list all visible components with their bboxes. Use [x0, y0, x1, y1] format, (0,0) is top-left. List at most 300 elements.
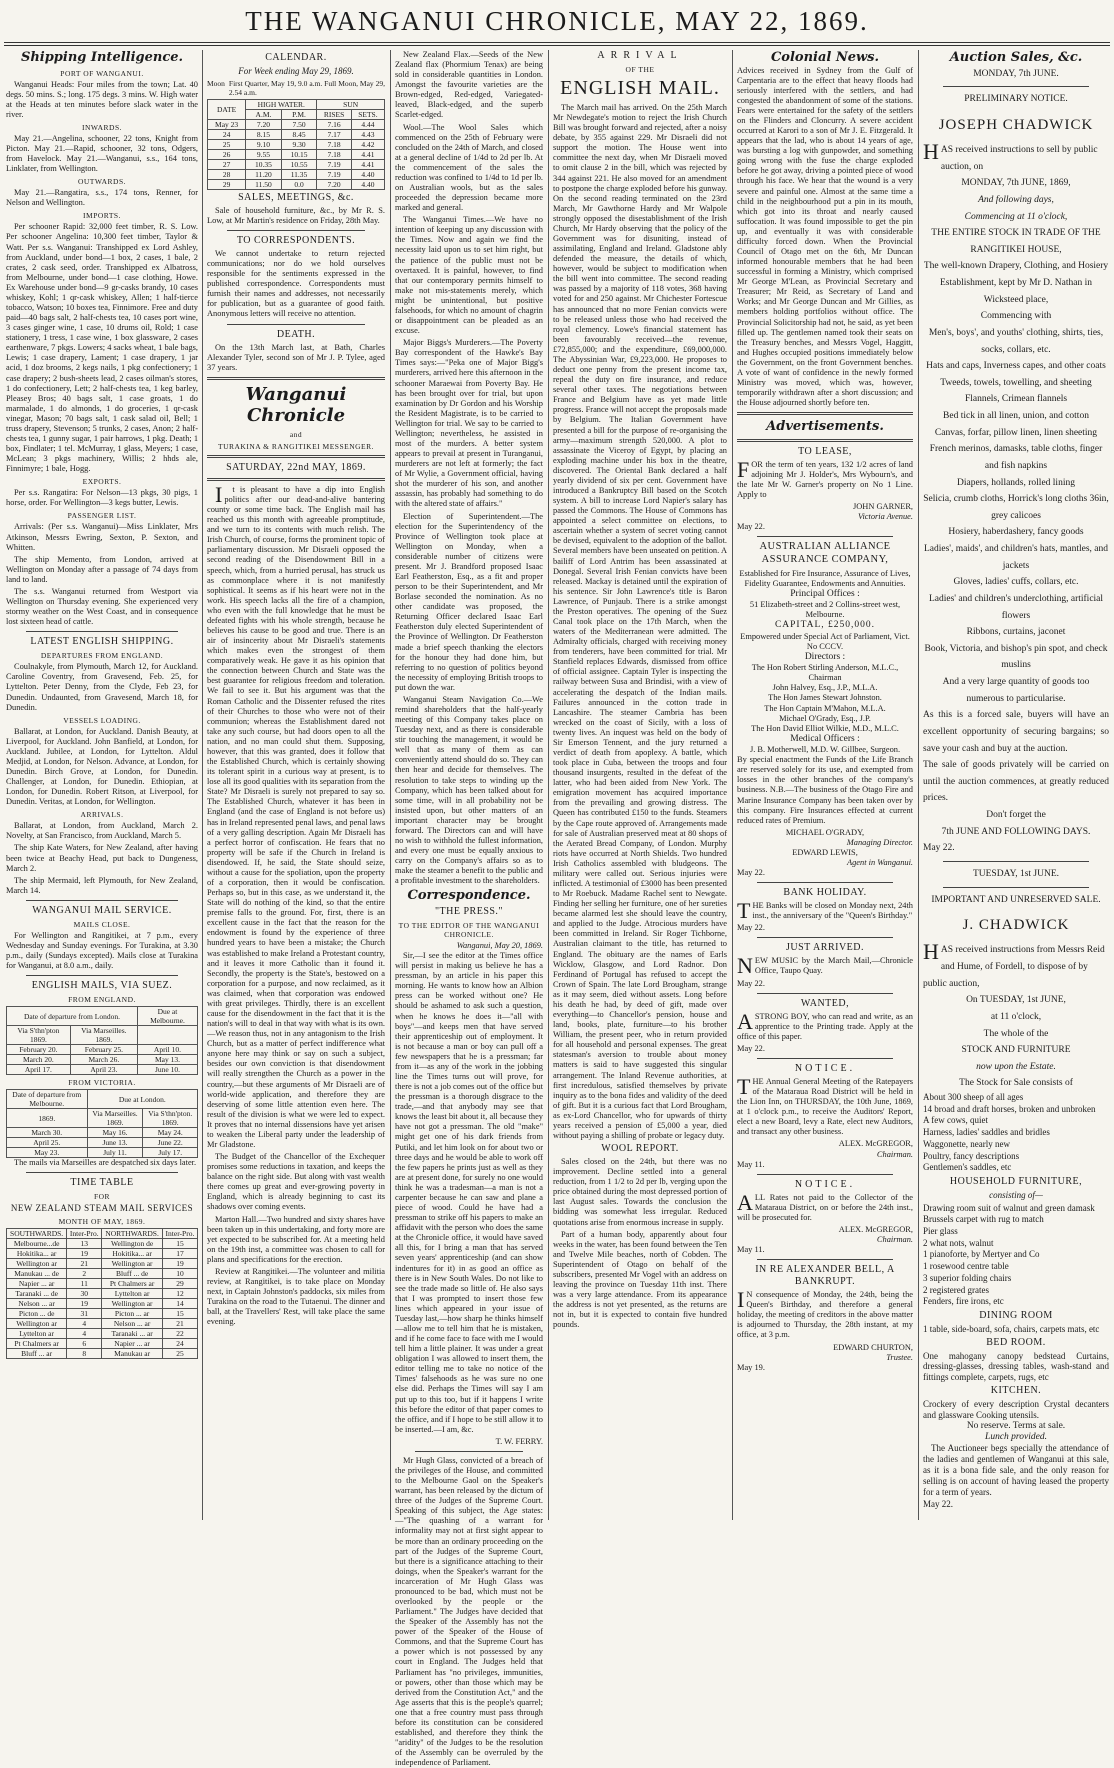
- stock-list: [923, 1092, 1109, 1174]
- heading: TO CORRESPONDENTS.: [236, 234, 356, 246]
- table-header: [137, 1026, 197, 1045]
- ad-heading: WANTED,: [800, 997, 850, 1009]
- heading: DINING ROOM: [979, 1309, 1053, 1321]
- director-name: Michael O'Grady, Esq., J.P.: [779, 713, 871, 723]
- table-row: [208, 139, 385, 149]
- paragraph: May 21.—Rangatira, s.s., 174 tons, Renner, for Nelson and Wellington.: [6, 188, 198, 208]
- paragraph: The ship Mermaid, left Plymouth, for New Zealand, March 14.: [6, 875, 198, 895]
- table-row: [7, 1239, 198, 1249]
- table-cell: 7.17: [317, 129, 352, 139]
- masthead: THE WANGANUI CHRONICLE, MAY 22, 1869.: [245, 6, 869, 36]
- ad-body: THE Annual General Meeting of the Ratepayers of the Mataraua Road District will be held in the Lion Inn, on THURSDAY, the 10th June, 1869, at 1 o'clock p.m., to receive the Auditors' Report, elect a new Board, levy a Rate, elect new Auditors, and transact any other business.: [737, 1073, 913, 1137]
- suez-table: [6, 1006, 198, 1075]
- table-cell: July 17.: [143, 1148, 198, 1158]
- table-row: [7, 1289, 198, 1299]
- table-cell: 2: [67, 1269, 102, 1279]
- list-item: 1 rosewood centre table: [923, 1261, 1009, 1272]
- list-item: The well-known Drapery, Clothing, and Hosiery Establishment, kept by Mr D. Nathan in Wicksteed place,: [923, 261, 1109, 305]
- list-item: Brussels carpet with rug to match: [923, 1214, 1044, 1225]
- table-header: 1869.: [7, 1109, 88, 1128]
- subheading: FROM ENGLAND.: [68, 995, 136, 1005]
- ad-body: As this is a forced sale, buyers will have an excellent opportunity of securing bargains; so save your cash and buy at the auction.: [923, 710, 1109, 754]
- table-cell: 9.55: [246, 149, 282, 159]
- table-cell: 30: [67, 1289, 102, 1299]
- divider: [737, 412, 913, 415]
- table-header: Via S'thn'pton 1869.: [7, 1026, 71, 1045]
- list-item: 14 broad and draft horses, broken and unbroken: [923, 1103, 1096, 1114]
- table-cell: 4.40: [351, 169, 384, 179]
- table-header: RISES: [317, 109, 352, 119]
- divider: [26, 900, 178, 901]
- ad-signature: Victoria Avenue.: [857, 512, 913, 522]
- divider: [757, 937, 893, 938]
- subheading: INWARDS.: [81, 122, 123, 132]
- table-cell: 4.42: [351, 139, 384, 149]
- moon-phases: First Quarter, May 19, 9.0 a.m. Full Moon, May 29, 2.54 a.m.: [228, 78, 385, 97]
- divider: [943, 86, 1089, 87]
- table-header: Due at London.: [87, 1090, 197, 1109]
- table-cell: 15: [162, 1309, 197, 1319]
- paragraph: Marton Hall.—Two hundred and sixty shares have been taken up in this undertaking, and forty more are yet expected to be subscribed for. At a meeting held on the 19th inst, a committee was chosen to call for plans and specifications for the erection.: [207, 1214, 385, 1264]
- auction-text: The Stock for Sale consists of: [959, 1078, 1073, 1089]
- ad-body: HAS received instructions from Messrs Reid and Hume, of Fordell, to dispose of by public auction,: [923, 939, 1105, 989]
- ad-heading: JUST ARRIVED.: [786, 942, 864, 954]
- furniture-list: [923, 1203, 1109, 1308]
- divider: [757, 1058, 893, 1059]
- ad-text: 51 Elizabeth-street and 2 Collins-street west, Melbourne.: [749, 600, 901, 620]
- ad-signature: MICHAEL O'GRADY,: [785, 827, 865, 837]
- table-cell: Bluff ... de: [102, 1269, 163, 1279]
- table-cell: 4: [67, 1329, 102, 1339]
- table-header: DATE: [208, 99, 246, 119]
- table-cell: 28: [208, 169, 246, 179]
- table-cell: May 23.: [7, 1148, 88, 1158]
- section-title: Auction Sales, &c.: [949, 50, 1083, 65]
- table-cell: April 10.: [137, 1045, 197, 1055]
- list-item: Book, Victoria, and bishop's pin spot, and check muslins: [924, 643, 1108, 671]
- paragraph: Wanganui Steam Navigation Co.—We remind shareholders that the half-yearly meeting of this Company takes place on Tuesday next, and as there is considerable stir touching the management, it would be well that as many of them as can conveniently attend should do so. They can then hear and decide for themselves. The resolution to take steps to winding up the Company, which has been talked about for some time, will in all probability not be insisted upon, but other matters of an important character may be brought forward. The Directors can and will have no wish to withhold the fullest information, and every one must be equally anxious to carry on the Company's affairs so as to make the steamer a benefit to the public and a profitable investment to the shareholders.: [395, 694, 543, 886]
- table-cell: May 23: [208, 119, 246, 129]
- table-row: [208, 129, 385, 139]
- subheading: OF THE: [625, 65, 655, 74]
- paragraph: Major Biggs's Murderers.—The Poverty Bay correspondent of the Hawke's Bay Times says:—"Peka one of Major Bigg's murderers, arrived here this afternoon in the schooner Maraewai from Poverty Bay. He has been brought over for trial, but upon examination by Dr Gordon and his Worship the Resident Magistrate, is to be carried to Wellington for trial. We say to be carried to Wellington; nevertheless, he assisted in most of the murders. A better system appears to prevail at present in Turanganui, murderers are not left at formerly; the fact of Mr Wylie, a Government official, having shot the murderer of his son, and another assassin, has probably had something to do with the altered state of affairs.": [395, 338, 543, 509]
- ad-body: THE Banks will be closed on Monday next, 24th inst., the anniversary of the "Queen's Birthday.": [737, 898, 913, 924]
- ad-signature: JOHN GARNER,: [852, 502, 913, 512]
- heading: KITCHEN.: [990, 1385, 1042, 1397]
- heading: ENGLISH MAILS, VIA SUEZ.: [31, 980, 173, 992]
- auction-text: And following days,: [978, 194, 1054, 205]
- directors-list: [737, 663, 913, 734]
- ad-body: FOR the term of ten years, 132 1/2 acres of land adjoining Mr J. Holder's, Mrs Wybourn's, and the late Mr W. Garner's property on No 1 Line. Apply to: [737, 456, 913, 500]
- table-cell: Nelson ... ar: [102, 1319, 163, 1329]
- list-item: Selicia, crumb cloths, Horrick's long cloths 36in, grey calicoes: [923, 494, 1109, 521]
- list-item: Drawing room suit of walnut and green damask: [923, 1202, 1095, 1213]
- table-cell: Pt Chalmers ar: [102, 1279, 163, 1289]
- list-item: Harness, ladies' saddles and bridles: [923, 1127, 1050, 1138]
- divider: [757, 1259, 893, 1260]
- table-cell: 24: [208, 129, 246, 139]
- letter-body: Sir,—I see the editor at the Times office will persist in making us believe he has a pressman, by an article in his paper this morning. He wants to know how an Albion press can be worked without one? He should be ashamed to ask such a question, when he knows he does it—"all with boys"—and keeps men that have served their apprenticeship out of employment. It is not because a man or boy can pull off a few newspapers that he is a pressman; far from it—as any of the work in the jobbing line the Times turns out will prove, for there is not a job comes out of the office but the pressman is a thorough disgrace to the trade,—and that anybody may see that knows the least bit about it, all because they have not got a pressman. The old "make" might get one of his dark friends from Putiki, and let him look on for about two or three days and he would be able to work off the few papers he prints just as well as they are at present done, for surely no one would think he was a tradesman—a man is not a carpenter because he can saw and plane a piece of wood. Could he have had a pressman to strike off his papers to make an affidavit with the person who does the same at the Chronicle office, it would have saved all this, for I bring a man that has served seven years' apprenticeship (and can show indentures for it) in as good an office as there is in New South Wales. Do not like to see the trade made so little of. He also says that I was prompted to insert those few lines which appeared in your issue of Tuesday last,—how sharp he thinks himself—allow me to tell him that he is mistaken, and if he come face to face with me I would tell him a little plainer. It was under a great obligation I was allowed to insert them, the editor telling me to take no notice of the Times' falsehoods as he was sure no one else did. Perhaps the Times will say I am put up to this too, but if it happens I write this before the editor of that paper comes to the office, and if I hope to be still allow it to be inserted.—I am, &c.: [395, 951, 543, 1434]
- table-cell: 12: [162, 1289, 197, 1299]
- table-row: [7, 1309, 198, 1319]
- table-cell: Napier ... ar: [7, 1279, 67, 1289]
- table-cell: 10.55: [281, 159, 317, 169]
- subheading: consisting of—: [989, 1189, 1043, 1200]
- list-item: 3 superior folding chairs: [923, 1272, 1012, 1283]
- table-header: P.M.: [281, 109, 317, 119]
- column-english-mail: [553, 50, 727, 1520]
- table-cell: Manukau ar: [102, 1349, 163, 1359]
- table-row: [7, 1319, 198, 1329]
- heading: LATEST ENGLISH SHIPPING.: [30, 636, 174, 648]
- list-item: 1 pianoforte, by Mertyer and Co: [923, 1249, 1040, 1260]
- subheading: ARRIVALS.: [80, 810, 124, 820]
- column-news: [395, 50, 543, 1768]
- list-item: Commencing with: [980, 311, 1052, 322]
- table-cell: June 22.: [143, 1138, 198, 1148]
- column-rule: [390, 50, 391, 1520]
- table-row: [7, 1045, 198, 1055]
- table-cell: 21: [162, 1319, 197, 1329]
- ad-signature: ALEX. McGREGOR,: [838, 1224, 913, 1234]
- ad-signature: EDWARD LEWIS,: [792, 847, 858, 857]
- table-cell: 11.35: [281, 169, 317, 179]
- heading: SALES, MEETINGS, &c.: [238, 191, 354, 203]
- list-item: A few cows, quiet: [923, 1115, 988, 1126]
- table-cell: Wellington ar: [102, 1299, 163, 1309]
- table-row: [7, 1279, 198, 1289]
- stock-list: [923, 225, 1109, 707]
- paragraph: New Zealand Flax.—Seeds of the New Zealand flax (Phormium Tenax) are being sold in considerable quantities in London. Amongst the favourite varieties are the Brown-edged, Red-edged, Variegated-leaved, Black-edged, and the superb Scarlet-edged.: [395, 50, 543, 120]
- table-cell: Wellington ar: [7, 1319, 67, 1329]
- table-row: [7, 1148, 198, 1158]
- paragraph: Arrivals: (Per s.s. Wanganui)—Miss Linklater, Mrs Atkinson, Messrs Ewring, Sexton, P. Sexton, and Whitten.: [6, 522, 198, 552]
- paragraph: On the 13th March last, at Bath, Charles Alexander Tyler, second son of Mr J. P. Tylee, aged 37 years.: [207, 342, 385, 372]
- ad-signature: Managing Director.: [846, 837, 913, 847]
- table-cell: 6: [67, 1339, 102, 1349]
- list-item: Gentlemen's saddles, etc: [923, 1162, 1012, 1173]
- ad-date: May 22.: [923, 1499, 953, 1510]
- table-cell: 19: [67, 1249, 102, 1259]
- paragraph: Review at Rangitikei.—The volunteer and militia review, at Rangitikei, is to take place on Monday next, in Captain Johnston's paddocks, six miles from Turakina on the road to the Tutaenui. The dinner and ball, at the Travellers' Rest, will take place the same evening.: [207, 1266, 385, 1327]
- table-cell: Taranaki ... ar: [102, 1329, 163, 1339]
- table-cell: 8.15: [246, 129, 282, 139]
- table-cell: 19: [162, 1259, 197, 1269]
- paragraph: The mails via Marseilles are despatched six days later.: [14, 1158, 197, 1168]
- paragraph: Advices received in Sydney from the Gulf of Carpentaria are to the effect that heavy floods had seriously interfered with the settlers, and had congested the abandonment of some of the stations. Fears were entertained for the safety of the settlers on the Flinders and Cloncurry. A severe accident occurred at Karori to a son of Mr J. E. Fitzgerald. It appears that the lad, who is about 14 years of age, was bursting a log with gunpowder, and something going wrong with the fuse the charge exploded before he got away, driving a pointed piece of wood through his face. We hear that the wound is a very severe and painful one. Almost at the same time a child in the neighbourhood put a pin in its mouth, which got into its throat and nearly caused suffocation. It was found impossible to get the pin up, and eventually it was with considerable difficulty forced down. When the Provincial Council of Otago met on the 6th, Mr Duncan informed honourable members that he had been successful in forming a Ministry, which comprised Mr George M'Lean, as Provincial Secretary and Treasurer; Mr Reid, as Secretary of Land and Works; and Mr George Duncan and Mr Gillies, as members holding portfolios without office. The Provincial Solicitorship had not, he said, as yet been filled up. The gentlemen named took their seats on the Treasury benches, and Messrs Vogel, Haggitt, and Hughes occupied positions immediately below the Government, on the front Government benches. A vote of want of confidence in the newly formed Ministry was moved, which was, however, temporarily withdrawn after a short discussion; and the House adjourned shortly before ten.: [737, 65, 913, 408]
- table-header: Date of departure from London.: [7, 1007, 138, 1026]
- table-cell: May 24.: [143, 1128, 198, 1138]
- list-item: Men's, boys', and youths' clothing, shirts, ties, socks, collars, etc.: [928, 327, 1104, 355]
- divider: [227, 230, 365, 231]
- ad-text: Principal Offices :: [790, 588, 860, 599]
- table-cell: 14: [162, 1299, 197, 1309]
- auction-text: The whole of the: [983, 1028, 1049, 1039]
- list-item: Pier glass: [923, 1226, 958, 1237]
- column-colonial-ads: [737, 50, 913, 1520]
- auction-text: STOCK AND FURNITURE: [961, 1045, 1071, 1056]
- table-cell: 24: [162, 1339, 197, 1349]
- table-cell: Napier ... ar: [102, 1339, 163, 1349]
- subheading: For Week ending May 29, 1869.: [238, 66, 354, 76]
- director-name: The Hon David Elliot Wilkie, M.D., M.L.C.: [751, 723, 899, 733]
- table-cell: Lyttelton ar: [7, 1329, 67, 1339]
- table-header: NORTHWARDS.: [102, 1229, 163, 1239]
- table-cell: 25: [208, 139, 246, 149]
- table-cell: June 13.: [87, 1138, 143, 1148]
- calendar-table: [207, 99, 385, 190]
- table-cell: 4.41: [351, 159, 384, 169]
- table-cell: February 20.: [7, 1045, 71, 1055]
- table-cell: 29: [208, 179, 246, 189]
- heading: ARRIVAL: [597, 50, 683, 61]
- table-cell: 4.41: [351, 149, 384, 159]
- table-cell: 7.19: [317, 169, 352, 179]
- table-header: Via S'thn'pton. 1869.: [143, 1109, 198, 1128]
- paper-and: and: [289, 429, 303, 439]
- table-row: [7, 1349, 198, 1359]
- auctioneer-name: J. CHADWICK: [962, 917, 1070, 934]
- table-cell: Picton ... ar: [102, 1309, 163, 1319]
- list-item: Diapers, hollands, rolled lining: [957, 477, 1075, 488]
- leader-article: It is pleasant to have a dip into English politics after our dead-and-alive bantering county or some time back. The English mail has reached us this month with agreeable promptitude, and we turn to its contents with much relish. The Irish Church, of course, forms the prominent topic of parliamentary discussion. Mr Disraeli opposed the second reading of the Disendowment Bill in a speech, which, from a hurried perusal, has struck us as commonplace where it is not manifestly sophistical. It seems as if his heart were not in the work. His speech lacks all the fire of a champion, who even with the full knowledge that he must be defeated fights with his whole strength, because he believes his cause to be good and true. There is an air of insincerity about Mr Disraeli's statements which makes even the strongest of them comparatively weak. He gave it as his opinion that the connection between Church and State was the best guarantee for religious freedom and toleration. We fail to see it. But his argument was that the Roman Catholic and the Dissenter refused the rites of their Churches to those who were not of their communion; whereas the Establishment dared not take any such course, but had doors open to all the nation, and no man could shut them. Supposing, however, that this was granted, does it follow that the Established Church, which is certainly showing its tolerant spirit in a curious way at present, is to lose all its good qualities with its separation from the State? Mr Disraeli is surely not prepared to say so. The Established Church, whatever it has been in England (and the case of England is not before us) has in Ireland represented penal laws, and penal laws of a very galling description. Again Mr Disraeli has a perfect horror of confiscation. He fears that no property will be safe if the Church in Ireland is disendowed. If, he said, the State should seize, without a cause for the spoliation, upon the property of a corporation, then it would be confiscation. Perhaps so, but in this case, as we understand it, the State will do nothing of the kind, so that the entire premise falls to the ground. For, first, there is an excellent cause in the fact that the reason for the endowment is found by the experience of three hundred years to have been a mistake; the Church was established to make Ireland a Protestant country, and it leaves it more Catholic than it found it. Secondly, the property is the State's, bestowed on a corporation for a purpose, and now reclaimed, as it was claimed, when that corporation was endowed with great privileges. Thirdly, there is an excellent cause for the disendowment in the fact that it is the nation's will to deal in that way with what is its own.—We reason thus, not in any antagonism to the Irish Church, but as a matter of perfect indifference what anyone here may think or say on such a subject, besides our own conviction is that disendowment will really strengthen the Church as a power in the country,—but these arguments of Mr Disraeli are of world-wide application, and therefore they are deserving of some little attention even here. The result of the division is what we were led to expect. It proves that no internal dissensions have yet arisen to weaken the Liberal party under the leadership of Mr Gladstone.: [207, 481, 385, 1149]
- issue-date: SATURDAY, 22nd MAY, 1869.: [226, 461, 366, 473]
- table-header: Date of departure from Melbourne.: [7, 1090, 88, 1109]
- table-cell: 7.18: [317, 149, 352, 159]
- table-header: SUN: [317, 99, 385, 109]
- subheading: EXPORTS.: [82, 477, 122, 487]
- divider: [757, 536, 893, 537]
- table-row: [7, 1128, 198, 1138]
- subheading: OUTWARDS.: [77, 177, 127, 187]
- ad-heading: TO LEASE,: [798, 445, 852, 457]
- ad-body: NEW MUSIC by the March Mail,—Chronicle Office, Taupo Quay.: [737, 953, 913, 979]
- subheading: PORT OF WANGANUI.: [60, 68, 144, 78]
- ad-heading: NOTICE.: [794, 1178, 856, 1190]
- table-cell: 7.20: [246, 119, 282, 129]
- heading: HOUSEHOLD FURNITURE,: [949, 1175, 1083, 1187]
- table-cell: 11: [67, 1279, 102, 1289]
- paragraph: The ship Kate Waters, for New Zealand, after having been twice at Beachy Head, put back to Dungeness, March 2.: [6, 843, 198, 873]
- list-item: 2 what nots, walnut: [923, 1237, 994, 1248]
- table-cell: Melbourne...de: [7, 1239, 67, 1249]
- divider: [207, 377, 385, 380]
- table-cell: Picton ... de: [7, 1309, 67, 1319]
- column-auctions: [923, 50, 1109, 1520]
- column-rule: [918, 50, 919, 1520]
- ad-body: The sale of goods privately will be carried on until the auction commences, at greatly reduced prices.: [923, 760, 1109, 804]
- moon-block: [207, 79, 385, 97]
- ad-heading: NOTICE.: [794, 1062, 856, 1074]
- subheading: DEPARTURES FROM ENGLAND.: [40, 651, 164, 661]
- auction-heading: IMPORTANT AND UNRESERVED SALE.: [931, 894, 1101, 905]
- list-item: Ladies' and children's underclothing, artificial flowers: [928, 593, 1104, 621]
- subheading: PASSENGER LIST.: [67, 511, 137, 521]
- divider: [757, 993, 893, 994]
- auction-text: Commencing at 11 o'clock,: [964, 211, 1068, 222]
- table-cell: 4.40: [351, 179, 384, 189]
- subheading: VESSELS LOADING.: [63, 715, 141, 725]
- ad-text: CAPITAL, £250,000.: [774, 620, 876, 631]
- director-name: The Hon James Stewart Johnston.: [768, 693, 882, 703]
- table-cell: Wellington ar: [7, 1259, 67, 1269]
- divider: [757, 882, 893, 883]
- heading: NEW ZEALAND STEAM MAIL SERVICES: [10, 1203, 194, 1214]
- ad-date: May 11.: [737, 1159, 765, 1169]
- ad-text: J. B. Motherwell, M.D. W. Gillbee, Surgeon.: [749, 745, 901, 755]
- list-item: THE ENTIRE STOCK IN TRADE OF THE RANGITIKEI HOUSE,: [931, 228, 1101, 255]
- auction-text: now upon the Estate.: [976, 1061, 1056, 1072]
- table-cell: 11.20: [246, 169, 282, 179]
- ad-heading: BANK HOLIDAY.: [783, 887, 867, 899]
- ad-body: IN consequence of Monday, the 24th, being the Queen's Birthday, and therefore a general holiday, the meeting of creditors in the above matter is adjourned to Thursday, the 28th instant, at my office, at 3 p.m.: [737, 1287, 913, 1340]
- table-cell: Hokitika... ar: [7, 1249, 67, 1259]
- table-cell: March 20.: [7, 1055, 71, 1065]
- table-cell: 17: [162, 1249, 197, 1259]
- table-row: [7, 1339, 198, 1349]
- heading: DEATH.: [276, 328, 316, 340]
- table-cell: Wellington de: [102, 1239, 163, 1249]
- table-cell: 4.43: [351, 129, 384, 139]
- table-header: HIGH WATER.: [246, 99, 317, 109]
- table-header: Inter-Pro.: [67, 1229, 102, 1239]
- table-cell: 27: [208, 159, 246, 169]
- divider: [227, 324, 365, 325]
- table-row: [208, 169, 385, 179]
- ad-text: Established for Fire Insurance, Assurance of Lives, Fidelity Guarantee, Endowments and Annuities.: [739, 568, 911, 588]
- column-leader: [207, 50, 385, 1520]
- paragraph: Sale of household furniture, &c., by Mr R. S. Low, at Mr Martin's residence on Friday, 28th May.: [207, 205, 385, 225]
- ad-body: By special enactment the Funds of the Life Branch are reserved solely for its use, and exempted from losses in the other branches of the company's business. N.B.—The business of the Otago Fire and Marine Insurance Company has been taken over by this company. Fire Insurances effected at current reduced rates of Premium.: [737, 755, 913, 825]
- subheading: FROM VICTORIA.: [68, 1078, 136, 1088]
- table-cell: Lyttelton ar: [102, 1289, 163, 1299]
- ad-text: Medical Officers :: [790, 733, 860, 744]
- section-title: Shipping Intelligence.: [20, 50, 184, 65]
- victoria-table: [6, 1089, 198, 1158]
- table-cell: 21: [67, 1259, 102, 1269]
- table-cell: 31: [67, 1309, 102, 1319]
- letter-date: Wanganui, May 20, 1869.: [456, 941, 543, 950]
- divider: [26, 1172, 178, 1173]
- list-item: Canvas, forfar, pillow linen, linen sheeting: [934, 427, 1098, 438]
- table-cell: May 16.: [87, 1128, 143, 1138]
- heading: "THE PRESS.": [434, 906, 504, 917]
- paragraph: We cannot undertake to return rejected communications; nor do we hold ourselves responsible for the sentiments expressed in the published correspondence. Correspondents must furnish their names and addresses, not necessarily for publication, but as a guarantee of good faith. Anonymous letters will receive no attention.: [207, 248, 385, 319]
- masthead-rule: [4, 42, 1110, 46]
- column-rule: [202, 50, 203, 1520]
- list-item: About 300 sheep of all ages: [923, 1092, 1024, 1103]
- table-cell: 7.19: [317, 159, 352, 169]
- list-item: Ladies', maids', and children's hats, mantles, and jackets: [923, 544, 1108, 571]
- ad-signature: Trustee.: [886, 1352, 913, 1362]
- table-cell: Manukau ... de: [7, 1269, 67, 1279]
- section-title: Colonial News.: [770, 50, 880, 65]
- column-shipping: [6, 50, 198, 1520]
- auction-text: 7th JUNE AND FOLLOWING DAYS.: [941, 826, 1091, 837]
- paragraph: The s.s. Wanganui returned from Westport via Wellington on Thursday evening. She experienced very stormy weather on the West Coast, and in consequence lost sixteen head of cattle.: [6, 586, 198, 627]
- paragraph: Coulnakyle, from Plymouth, March 12, for Auckland. Caroline Coventry, from Gravesend, Feb. 25, for Lyttelton. Peter Denny, from the Clyde, Feb 23, for Dunedin. Undaunted, from Gravesend, March 18, for Dunedin.: [6, 662, 198, 712]
- paragraph: Per s.s. Rangatira: For Nelson—13 pkgs, 30 pigs, 1 horse, order. For Wellington—3 kegs butter, Lewis.: [6, 488, 198, 508]
- table-cell: 7.50: [281, 119, 317, 129]
- ad-date: May 22.: [923, 843, 955, 854]
- divider: [943, 887, 1089, 888]
- table-cell: 7.16: [317, 119, 352, 129]
- ad-signature: Chairman.: [876, 1149, 913, 1159]
- list-item: French merinos, damasks, table cloths, finger and fish napkins: [929, 444, 1103, 471]
- paper-subtitle: TURAKINA & RANGITIKEI MESSENGER.: [218, 441, 374, 451]
- ad-date: May 11.: [737, 1245, 765, 1255]
- table-header: Via Marseilles. 1869.: [87, 1109, 143, 1128]
- auction-when: On TUESDAY, 1st JUNE,: [966, 995, 1066, 1006]
- section-title: Advertisements.: [766, 419, 884, 435]
- auction-heading: PRELIMINARY NOTICE.: [964, 94, 1068, 105]
- table-cell: 4: [67, 1319, 102, 1329]
- director-name: The Hon Robert Stirling Anderson, M.L.C., Chairman: [751, 663, 899, 683]
- auction-text: Don't forget the: [986, 810, 1046, 821]
- table-row: [7, 1138, 198, 1148]
- ad-signature: ALEX. McGREGOR,: [838, 1139, 913, 1149]
- table-header: SOUTHWARDS.: [7, 1229, 67, 1239]
- subheading: FOR: [93, 1192, 111, 1202]
- ad-text: Directors :: [804, 651, 846, 662]
- table-cell: April 25.: [7, 1138, 88, 1148]
- table-cell: Hokitika... ar: [102, 1249, 163, 1259]
- table-row: [7, 1299, 198, 1309]
- table-row: [7, 1249, 198, 1259]
- paragraph: Election of Superintendent.—The election for the Superintendency of the Province of Wellington took place at Wellington on Monday, when a considerable number of citizens were present. Mr J. Brandford proposed Isaac Earl Featherston, Esq., as a fit and proper person to be their Superintendent, and Mr Borlase seconded the nomination. As no other candidate was proposed, the Returning Officer declared Isaac Earl Featherston duly elected Superintendent of the Province of Wellington. Dr Featherston made a brief speech thanking the electors for the honour they had done him, but referring to no question of politics beyond the necessity of employing British troops to put down the war.: [395, 511, 543, 692]
- subheading: IMPORTS.: [83, 211, 121, 221]
- ad-date: May 22.: [737, 522, 765, 532]
- list-item: And a very large quantity of goods too numerous to particularise.: [942, 677, 1090, 704]
- director-name: The Hon Captain M'Mahon, M.L.A.: [764, 703, 886, 713]
- auction-text: No reserve. Terms at sale.: [966, 1420, 1066, 1431]
- table-cell: 10.15: [281, 149, 317, 159]
- table-cell: 7.20: [317, 179, 352, 189]
- ad-signature: EDWARD CHURTON,: [833, 1342, 913, 1352]
- table-cell: April 17.: [7, 1065, 71, 1075]
- table-header: Due at Melbourne.: [137, 1007, 197, 1026]
- list-item: Bed tick in all linen, union, and cotton: [943, 411, 1089, 422]
- list-item: Waggonette, nearly new: [923, 1138, 1010, 1149]
- auctioneer-name: JOSEPH CHADWICK: [938, 116, 1094, 133]
- table-row: [7, 1065, 198, 1075]
- table-cell: 25: [162, 1349, 197, 1359]
- heading: CALENDAR.: [265, 52, 327, 63]
- table-cell: Pt Chalmers ar: [7, 1339, 67, 1349]
- table-header: A.M.: [246, 109, 282, 119]
- table-cell: 7.18: [317, 139, 352, 149]
- table-row: [7, 1259, 198, 1269]
- ad-heading: IN RE ALEXANDER BELL, A BANKRUPT.: [755, 1264, 895, 1288]
- paragraph: Wanganui Heads: Four miles from the town; Lat. 40 degs. 50 mins. S.; long. 175 degs. 3 mins. W. High water at the Heads at ten minutes before slack water in the river.: [6, 79, 198, 119]
- table-cell: 11.50: [246, 179, 282, 189]
- table-row: [7, 1329, 198, 1339]
- table-cell: 9.30: [281, 139, 317, 149]
- table-header: Inter-Pro.: [162, 1229, 197, 1239]
- table-cell: 0.0: [281, 179, 317, 189]
- auction-when: MONDAY, 7th JUNE, 1869,: [961, 178, 1071, 189]
- divider: [943, 861, 1089, 862]
- director-name: John Halvey, Esq., J.P., M.L.A.: [772, 683, 878, 693]
- table-header: Via Marseilles. 1869.: [70, 1026, 137, 1045]
- table-cell: 26: [208, 149, 246, 159]
- list-item: Hats and caps, Inverness capes, and other coats: [926, 361, 1106, 372]
- table-cell: 8: [67, 1349, 102, 1359]
- paragraph: The ship Memento, from London, arrived at Wellington on Monday after a passage of 74 days from land to land.: [6, 554, 198, 584]
- table-cell: March 26.: [70, 1055, 137, 1065]
- divider: [26, 975, 178, 976]
- auction-date: MONDAY, 7th JUNE.: [973, 68, 1059, 79]
